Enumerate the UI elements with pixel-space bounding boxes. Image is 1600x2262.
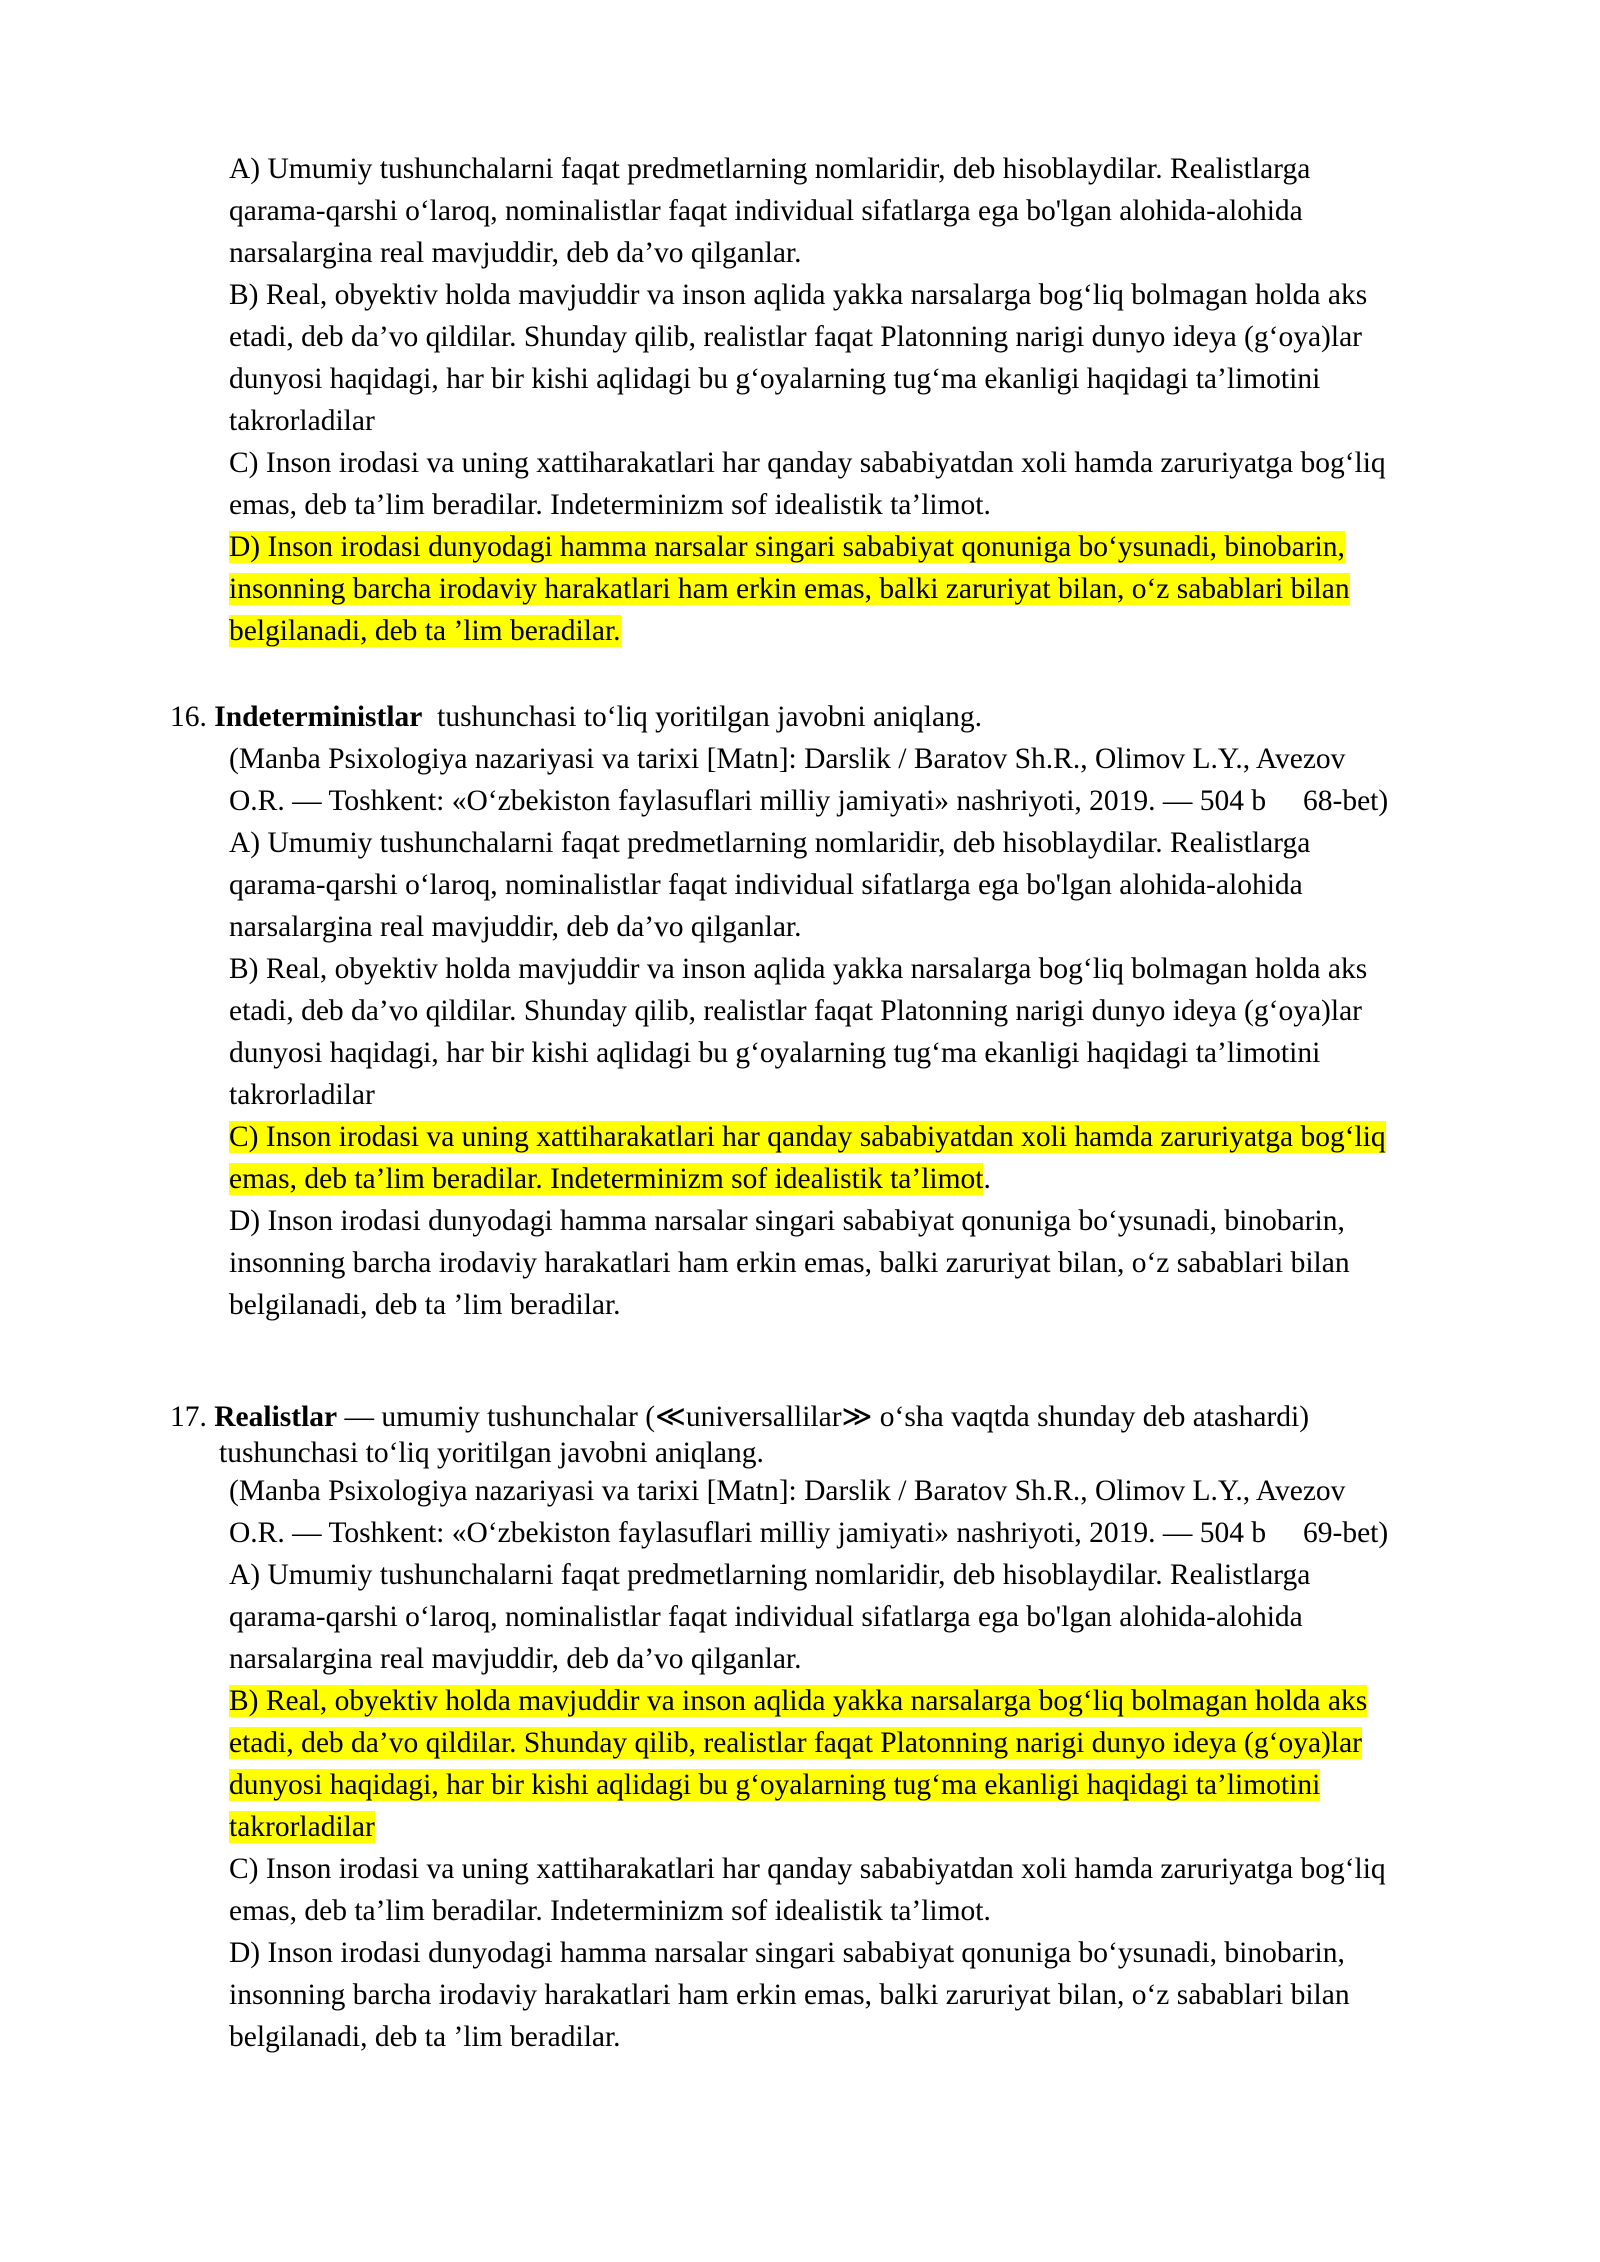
q15-option-c-line: emas, deb ta’lim beradilar. Indeterminizm sof idealistik ta’limot. bbox=[229, 489, 991, 521]
q15-option-b-line: dunyosi haqidagi, har bir kishi aqlidagi bu g‘oyalarning tug‘ma ekanligi haqidagi ta’limotini bbox=[229, 363, 1321, 395]
q17-option-a-line: narsalargina real mavjuddir, deb da’vo qilganlar. bbox=[229, 1643, 802, 1675]
question-number: 17. bbox=[170, 1401, 207, 1433]
answer-highlight: takrorladilar bbox=[229, 1811, 375, 1843]
question-number: 16. bbox=[170, 701, 207, 733]
q15-option-a-line: qarama-qarshi o‘laroq, nominalistlar faqat individual sifatlarga ega bo'lgan alohida-alohida bbox=[229, 195, 1303, 227]
q17-option-b-line bbox=[229, 1680, 1367, 1722]
q17-option-a-line: A) Umumiy tushunchalarni faqat predmetlarning nomlaridir, deb hisoblaydilar. Realistlarga bbox=[229, 1559, 1311, 1591]
question-17-source-line: O.R. — Toshkent: «O‘zbekiston faylasuflari milliy jamiyati» nashriyoti, 2019. — 504 b 69-bet) bbox=[229, 1517, 1389, 1549]
q16-option-a-line: A) Umumiy tushunchalarni faqat predmetlarning nomlaridir, deb hisoblaydilar. Realistlarga bbox=[229, 827, 1311, 859]
q16-option-d-line: D) Inson irodasi dunyodagi hamma narsalar singari sababiyat qonuniga bo‘ysunadi, binobarin, bbox=[229, 1205, 1345, 1237]
q17-option-b-line bbox=[229, 1806, 375, 1848]
q16-option-b-line: dunyosi haqidagi, har bir kishi aqlidagi bu g‘oyalarning tug‘ma ekanligi haqidagi ta’limotini bbox=[229, 1037, 1321, 1069]
q15-option-d-line bbox=[229, 568, 1350, 610]
question-16-source-line: O.R. — Toshkent: «O‘zbekiston faylasuflari milliy jamiyati» nashriyoti, 2019. — 504 b 68-bet) bbox=[229, 785, 1389, 817]
q17-option-b-line bbox=[229, 1764, 1320, 1806]
question-term: Realistlar bbox=[214, 1401, 338, 1433]
question-text: — umumiy tushunchalar (≪universallilar≫ o‘sha vaqtda shunday deb atashardi) bbox=[344, 1401, 1310, 1433]
q16-option-a-line: narsalargina real mavjuddir, deb da’vo qilganlar. bbox=[229, 911, 802, 943]
answer-highlight: insonning barcha irodaviy harakatlari ham erkin emas, balki zaruriyat bilan, o‘z sabablari bilan bbox=[229, 573, 1350, 605]
q15-option-d-line bbox=[229, 526, 1345, 568]
answer-highlight: etadi, deb da’vo qildilar. Shunday qilib, realistlar faqat Platonning narigi dunyo ideya (g‘oya)lar bbox=[229, 1727, 1362, 1759]
q17-option-c-line: C) Inson irodasi va uning xattiharakatlari har qanday sababiyatdan xoli hamda zaruriyatga bog‘liq bbox=[229, 1853, 1386, 1885]
answer-highlight: C) Inson irodasi va uning xattiharakatlari har qanday sababiyatdan xoli hamda zaruriyatga bog‘liq bbox=[229, 1121, 1386, 1153]
q16-option-a-line: qarama-qarshi o‘laroq, nominalistlar faqat individual sifatlarga ega bo'lgan alohida-alohida bbox=[229, 869, 1303, 901]
q15-option-b-line: etadi, deb da’vo qildilar. Shunday qilib, realistlar faqat Platonning narigi dunyo ideya (g‘oya)lar bbox=[229, 321, 1362, 353]
question-16-source-line: (Manba Psixologiya nazariyasi va tarixi [Matn]: Darslik / Baratov Sh.R., Olimov L.Y., Avezov bbox=[229, 743, 1346, 775]
q16-option-d-line: insonning barcha irodaviy harakatlari ham erkin emas, balki zaruriyat bilan, o‘z sabablari bilan bbox=[229, 1247, 1350, 1279]
q15-option-d-line bbox=[229, 610, 621, 652]
q17-option-d-line: belgilanadi, deb ta ’lim beradilar. bbox=[229, 2021, 621, 2053]
answer-highlight: D) Inson irodasi dunyodagi hamma narsalar singari sababiyat qonuniga bo‘ysunadi, binobarin, bbox=[229, 531, 1345, 563]
question-17-source-line: (Manba Psixologiya nazariyasi va tarixi [Matn]: Darslik / Baratov Sh.R., Olimov L.Y., Avezov bbox=[229, 1475, 1346, 1507]
answer-highlight: emas, deb ta’lim beradilar. Indeterminizm sof idealistik ta’limot bbox=[229, 1163, 984, 1195]
q16-option-b-line: takrorladilar bbox=[229, 1079, 375, 1111]
q15-option-c-line: C) Inson irodasi va uning xattiharakatlari har qanday sababiyatdan xoli hamda zaruriyatga bog‘liq bbox=[229, 447, 1386, 479]
q16-option-c-line bbox=[229, 1116, 1386, 1158]
question-text: tushunchasi to‘liq yoritilgan javobni aniqlang. bbox=[437, 701, 982, 733]
sentence-period: . bbox=[983, 1163, 991, 1195]
q16-option-c-line bbox=[229, 1158, 991, 1200]
question-16-heading bbox=[170, 696, 982, 738]
q15-option-a-line: A) Umumiy tushunchalarni faqat predmetlarning nomlaridir, deb hisoblaydilar. Realistlarga bbox=[229, 153, 1311, 185]
answer-highlight: belgilanadi, deb ta ’lim beradilar. bbox=[229, 615, 621, 647]
q17-option-b-line bbox=[229, 1722, 1362, 1764]
q17-option-d-line: D) Inson irodasi dunyodagi hamma narsalar singari sababiyat qonuniga bo‘ysunadi, binobarin, bbox=[229, 1937, 1345, 1969]
answer-highlight: dunyosi haqidagi, har bir kishi aqlidagi bu g‘oyalarning tug‘ma ekanligi haqidagi ta’limotini bbox=[229, 1769, 1321, 1801]
q15-option-b-line: takrorladilar bbox=[229, 405, 375, 437]
q16-option-b-line: B) Real, obyektiv holda mavjuddir va inson aqlida yakka narsalarga bog‘liq bolmagan holda aks bbox=[229, 953, 1368, 985]
question-17-text-line: tushunchasi to‘liq yoritilgan javobni aniqlang. bbox=[219, 1437, 764, 1469]
question-term: Indeterministlar bbox=[214, 701, 423, 733]
q17-option-c-line: emas, deb ta’lim beradilar. Indeterminizm sof idealistik ta’limot. bbox=[229, 1895, 991, 1927]
q16-option-b-line: etadi, deb da’vo qildilar. Shunday qilib, realistlar faqat Platonning narigi dunyo ideya (g‘oya)lar bbox=[229, 995, 1362, 1027]
answer-highlight: B) Real, obyektiv holda mavjuddir va inson aqlida yakka narsalarga bog‘liq bolmagan holda aks bbox=[229, 1685, 1368, 1717]
q16-option-d-line: belgilanadi, deb ta ’lim beradilar. bbox=[229, 1289, 621, 1321]
q15-option-a-line: narsalargina real mavjuddir, deb da’vo qilganlar. bbox=[229, 237, 802, 269]
q17-option-d-line: insonning barcha irodaviy harakatlari ham erkin emas, balki zaruriyat bilan, o‘z sabablari bilan bbox=[229, 1979, 1350, 2011]
q17-option-a-line: qarama-qarshi o‘laroq, nominalistlar faqat individual sifatlarga ega bo'lgan alohida-alohida bbox=[229, 1601, 1303, 1633]
q15-option-b-line: B) Real, obyektiv holda mavjuddir va inson aqlida yakka narsalarga bog‘liq bolmagan holda aks bbox=[229, 279, 1368, 311]
